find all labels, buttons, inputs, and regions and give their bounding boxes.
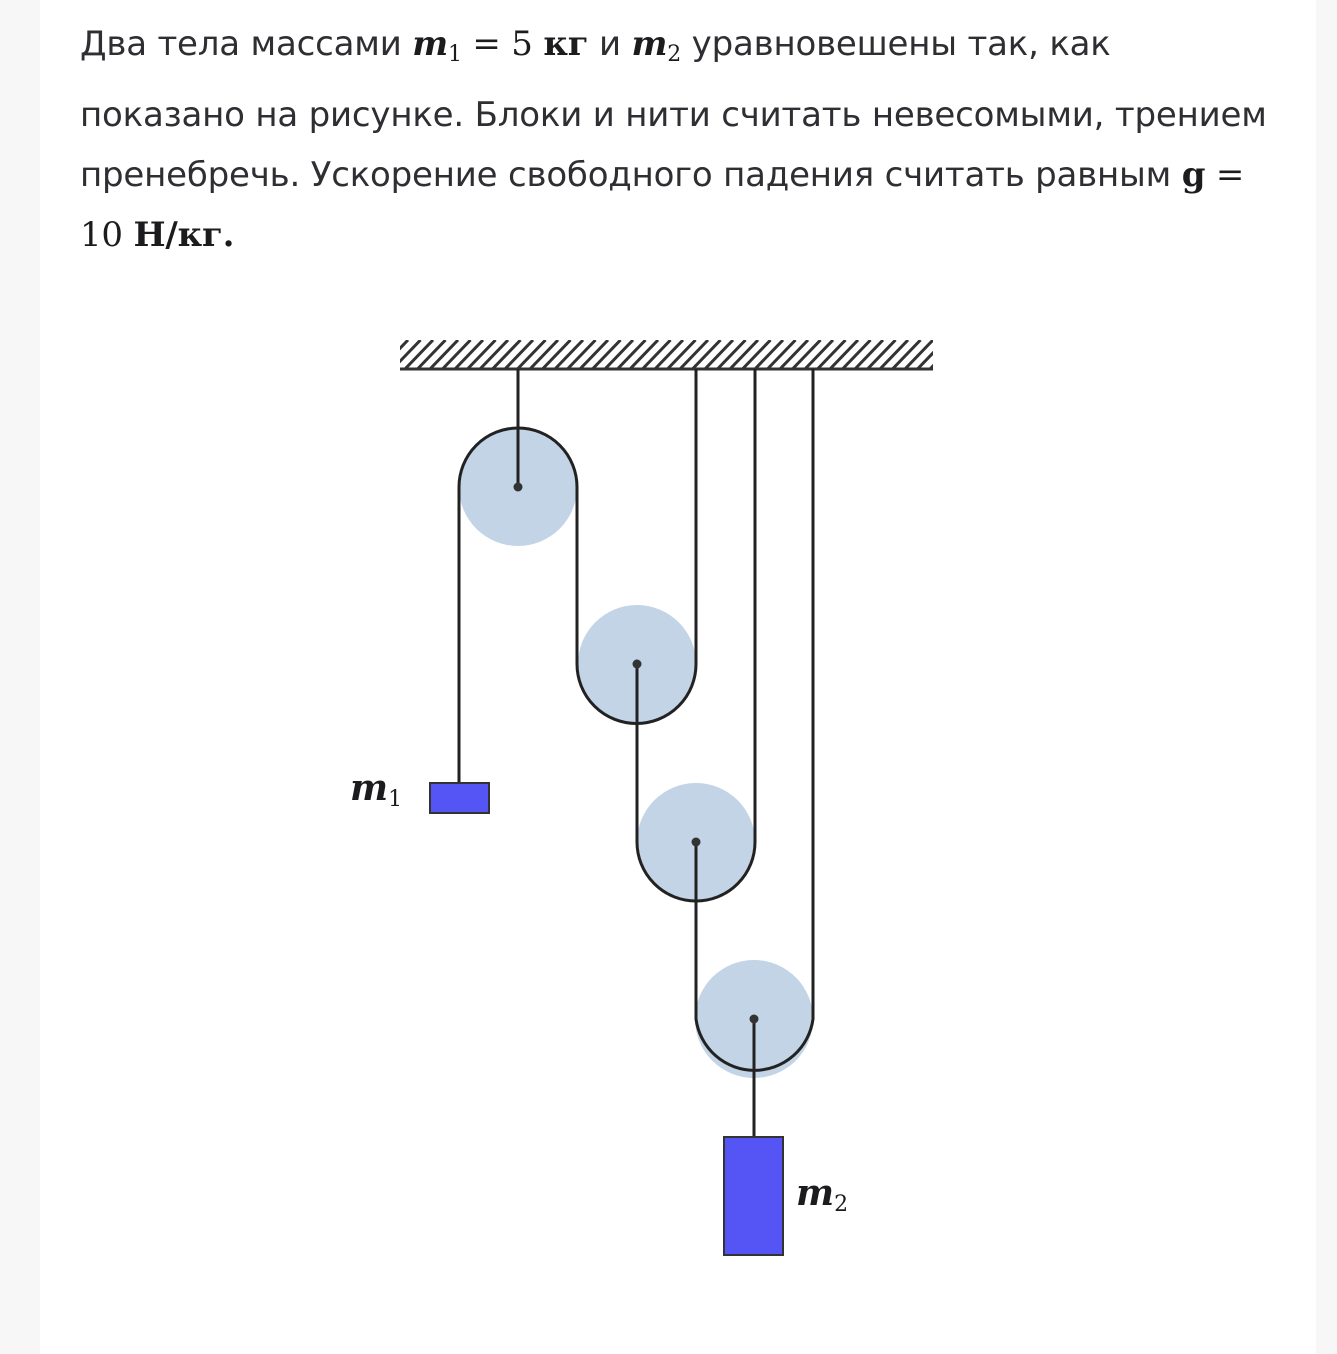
- text-part: уравновешены так, как показано на рисунке. Блоки и нити считать невесомыми, трением пренебречь. Ускорение свободного падения считать равным: [80, 24, 1267, 195]
- label-m1-symbol: m: [350, 767, 389, 809]
- hatch-line: [780, 340, 808, 369]
- ceiling: [380, 340, 983, 369]
- hatch-line: [393, 340, 421, 369]
- hatch-line: [380, 340, 408, 369]
- hatch-line: [443, 340, 471, 369]
- text-part: Два тела массами: [80, 24, 413, 64]
- hatch-line: [505, 340, 533, 369]
- m1-index: 1: [447, 42, 462, 67]
- hatch-line: [743, 340, 771, 369]
- hatch-line: [930, 340, 958, 369]
- hatch-line: [668, 340, 696, 369]
- hatch-line: [868, 340, 896, 369]
- hatch-line: [793, 340, 821, 369]
- label-m1-index: 1: [388, 787, 403, 812]
- hatch-line: [455, 340, 483, 369]
- hatch-line: [768, 340, 796, 369]
- hatch-line: [480, 340, 508, 369]
- hatch-line: [730, 340, 758, 369]
- hatch-line: [543, 340, 571, 369]
- m1-unit: кг: [543, 24, 589, 64]
- hatch-line: [943, 340, 971, 369]
- hatch-line: [655, 340, 683, 369]
- text-part: и: [588, 24, 632, 64]
- hatch-line: [693, 340, 721, 369]
- hatch-line: [418, 340, 446, 369]
- axle-3: [692, 838, 701, 847]
- hatch-line: [643, 340, 671, 369]
- hatch-line: [855, 340, 883, 369]
- hatch-line: [468, 340, 496, 369]
- hatch-line: [880, 340, 908, 369]
- hatch-line: [805, 340, 833, 369]
- axle-4: [750, 1015, 759, 1024]
- hatch-line: [605, 340, 633, 369]
- m2-symbol: m: [631, 24, 668, 64]
- m2-index: 2: [667, 42, 682, 67]
- g-unit: Н/кг: [133, 215, 223, 255]
- hatch-line: [680, 340, 708, 369]
- hatch-line: [830, 340, 858, 369]
- hatch-line: [918, 340, 946, 369]
- hatch-line: [493, 340, 521, 369]
- mass-m1: [430, 783, 489, 813]
- axle-1: [514, 483, 523, 492]
- hatch-line: [405, 340, 433, 369]
- hatch-line: [593, 340, 621, 369]
- ceiling-hatch: [380, 340, 983, 369]
- hatch-line: [893, 340, 921, 369]
- hatch-line: [568, 340, 596, 369]
- label-m2-symbol: m: [796, 1172, 835, 1214]
- hatch-line: [905, 340, 933, 369]
- hatch-line: [555, 340, 583, 369]
- hatch-line: [430, 340, 458, 369]
- label-m2: [796, 1172, 848, 1217]
- hatch-line: [955, 340, 983, 369]
- m1-equals: = 5: [461, 24, 544, 64]
- hatch-line: [618, 340, 646, 369]
- hatch-line: [705, 340, 733, 369]
- hatch-line: [818, 340, 846, 369]
- g-end: .: [222, 215, 235, 255]
- rope-1: [459, 369, 696, 784]
- hatch-line: [518, 340, 546, 369]
- hatch-line: [580, 340, 608, 369]
- mass-m2: [724, 1137, 783, 1255]
- g-equals: = 10: [80, 155, 1245, 255]
- hatch-line: [843, 340, 871, 369]
- label-m2-index: 2: [834, 1192, 849, 1217]
- label-m1: [350, 767, 402, 812]
- axle-2: [633, 660, 642, 669]
- hatch-line: [755, 340, 783, 369]
- hatch-line: [530, 340, 558, 369]
- m1-symbol: m: [412, 24, 448, 64]
- hatch-line: [630, 340, 658, 369]
- hatch-line: [718, 340, 746, 369]
- g-symbol: g: [1181, 155, 1206, 195]
